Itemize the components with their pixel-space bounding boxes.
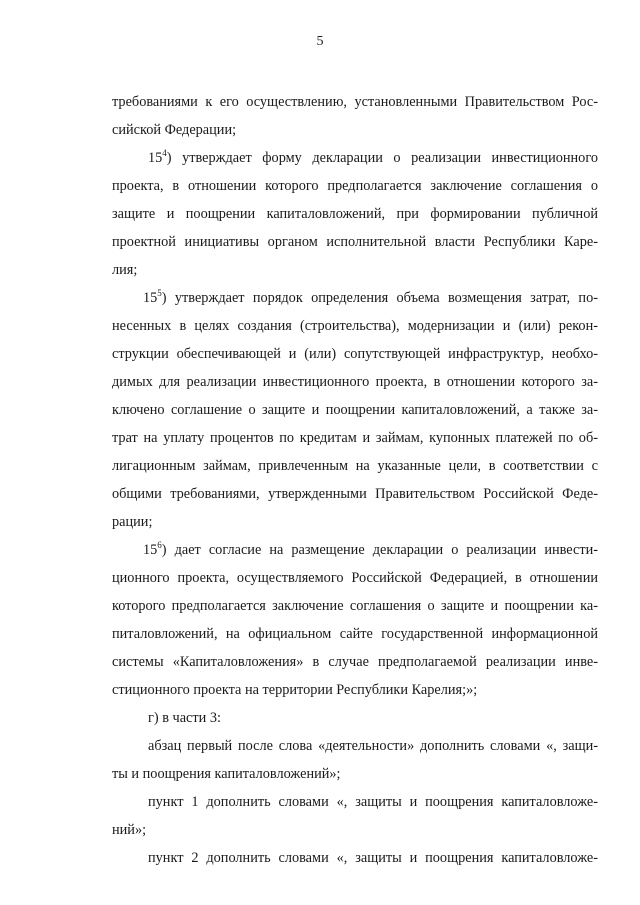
item-g-heading: г) в части 3: [148,710,221,726]
paragraph-15-6-first-line: $15^6$) дает согласие на размещение декларации о реализации инвести- [143,540,598,558]
paragraph-15-4-first-line: $15^4$) утверждает форму декларации о реализации инвестиционного [148,148,598,166]
text-line: ключено соглашение о защите и поощрении капиталовложений, а также за- [112,402,598,418]
text-line: ционного проекта, осуществляемого Российской Федерацией, в отношении [112,570,598,586]
text-line: струкции обеспечивающей и (или) сопутствующей инфраструктур, необхо- [112,346,598,362]
text-line: которого предполагается заключение соглашения о защите и поощрении ка- [112,598,598,614]
text-line: защите и поощрении капиталовложений, при формировании публичной [112,206,598,222]
text-line: сийской Федерации; [112,122,237,138]
text-line: ты и поощрения капиталовложений»; [112,766,341,782]
page-number: 5 [316,34,324,49]
text-line: пункт 2 дополнить словами «, защиты и поощрения капиталовложе- [148,850,598,866]
text-line: требованиями к его осуществлению, установленными Правительством Рос- [112,94,598,110]
text-line: системы «Капиталовложения» в случае предполагаемой реализации инве- [112,654,598,670]
text-line: пункт 1 дополнить словами «, защиты и поощрения капиталовложе- [148,794,598,810]
paragraph-15-5-first-line: $15^5$) утверждает порядок определения объема возмещения затрат, по- [143,288,598,306]
text-line: стиционного проекта на территории Республики Карелия;»; [112,682,478,698]
text-line: проекта, в отношении которого предполагается заключение соглашения о [112,178,598,194]
text-line: рации; [112,514,153,530]
text-line: абзац первый после слова «деятельности» дополнить словами «, защи- [148,738,598,754]
text-line: димых для реализации инвестиционного проекта, в отношении которого за- [112,374,598,390]
text-line: лигационным займам, привлеченным на указанные цели, в соответствии с [112,458,598,474]
text-line: питаловложений, на официальном сайте государственной информационной [112,626,598,642]
text-line: трат на уплату процентов по кредитам и займам, купонных платежей по об- [112,430,598,446]
text-line: несенных в целях создания (строительства), модернизации и (или) рекон- [112,318,598,334]
text-line: общими требованиями, утвержденными Правительством Российской Феде- [112,486,598,502]
text-line: проектной инициативы органом исполнительной власти Республики Каре- [112,234,598,250]
text-line: лия; [112,262,138,278]
text-line: ний»; [112,822,147,838]
